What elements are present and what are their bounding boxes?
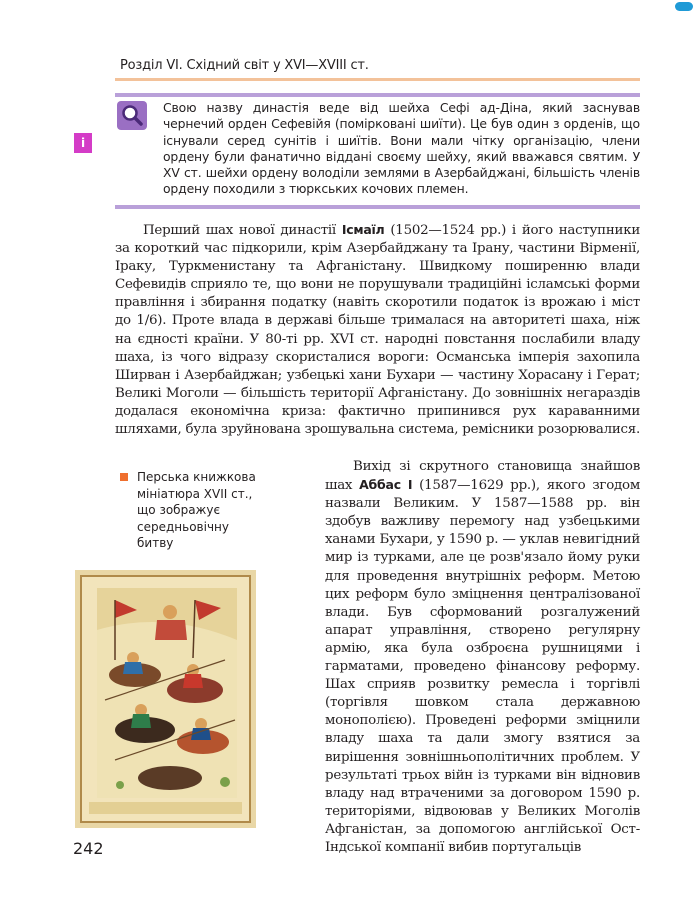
name-abbas: Аббас І <box>359 477 413 493</box>
paragraph-ismail: Перший шах нової династії Ісмаїл (1502—1524 рр.) і його наступники за короткий час підкорили, крім Азербайджану та Ірану, частини Вірменії, Іраку, Туркменистану та Афганістану. Швидкому поширенню влади Сефевидів сприяло те, що вони не порушували традиційні ісламські форми правління і збирання податку (навіть скоротили податок із врожаю і міст до 1/6). Проте влада в державі більше трималася на авторитеті шаха, ніж на єдності країни. У 80-ті рр. XVI ст. народні повстання послабили владу шаха, із чого відразу скористалися вороги: Османська імперія захопила Ширван і Азербайджан; узбецькі хани Бухари — частину Хорасану і Герат; Великі Моголи — більшість території Афганістану. До зовнішніх негараздів додалася економічна криза: фактично припинився рух караванними шляхами, була зруйнована зрошувальна система, ремісники розорювалися. <box>115 222 641 438</box>
figure-caption: Перська книжкова мініатюра XVII ст., що зображує середньовічну битву <box>120 469 260 552</box>
caption-bullet-icon <box>120 473 128 481</box>
header-divider <box>115 78 640 81</box>
magnifier-icon <box>117 101 147 130</box>
info-box-text: Свою назву династія веде від шейха Сефі ад-Діна, який заснував чернечий орден Сефевійя (помірковані шиїти). Це був один з орденів, що існували серед сунітів і шиїтів. Вони мали чітку організацію, члени ордену були фанатично віддані своєму шейху, який вважався святим. У XV ст. шейхи ордену володіли землями в Азербайджані, більшість членів ордену походили з тюркських кочових племен. <box>163 100 640 197</box>
name-ismail: Ісмаїл <box>341 222 385 237</box>
info-box-top-rule <box>115 93 640 97</box>
page-number: 242 <box>73 839 104 858</box>
main-text <box>115 221 640 439</box>
page-header: Розділ VI. Східний світ у XVI—XVIII ст. <box>120 58 369 73</box>
info-box-bottom-rule <box>115 205 640 209</box>
column-text <box>325 458 640 857</box>
persian-miniature-image <box>75 570 256 828</box>
paragraph-abbas: Вихід зі скрутного становища знайшов шах Аббас І (1587—1629 рр.), якого згодом назвали Великим. У 1587—1588 рр. він здобув важливу перемогу над узбецькими ханами Бухари, у 1590 р. — уклав невигідний мир із турками, але це розв'язало йому руки для проведення внутрішніх реформ. Метою цих реформ було зміцнення централізованої влади. Був сформований розгалужений апарат управління, створено регулярну армію, яка була озброєна рушницями і гарматами, проведено фінансову реформу. Шах сприяв розвитку ремесла і торгівлі (торгівля шовком стала державною монополією). Проведені реформи зміцнили владу шаха та дали змогу взятися за вирішення зовнішньополітичних проблем. У результаті трьох війн із турками він відновив владу над втраченими за договором 1590 р. територіями, відвоював у Великих Моголів Афганістан, за допомогою англійської Ост-Індської компанії вибив португальців <box>325 459 640 855</box>
publisher-logo <box>675 2 693 11</box>
side-info-tab: і <box>74 133 92 153</box>
